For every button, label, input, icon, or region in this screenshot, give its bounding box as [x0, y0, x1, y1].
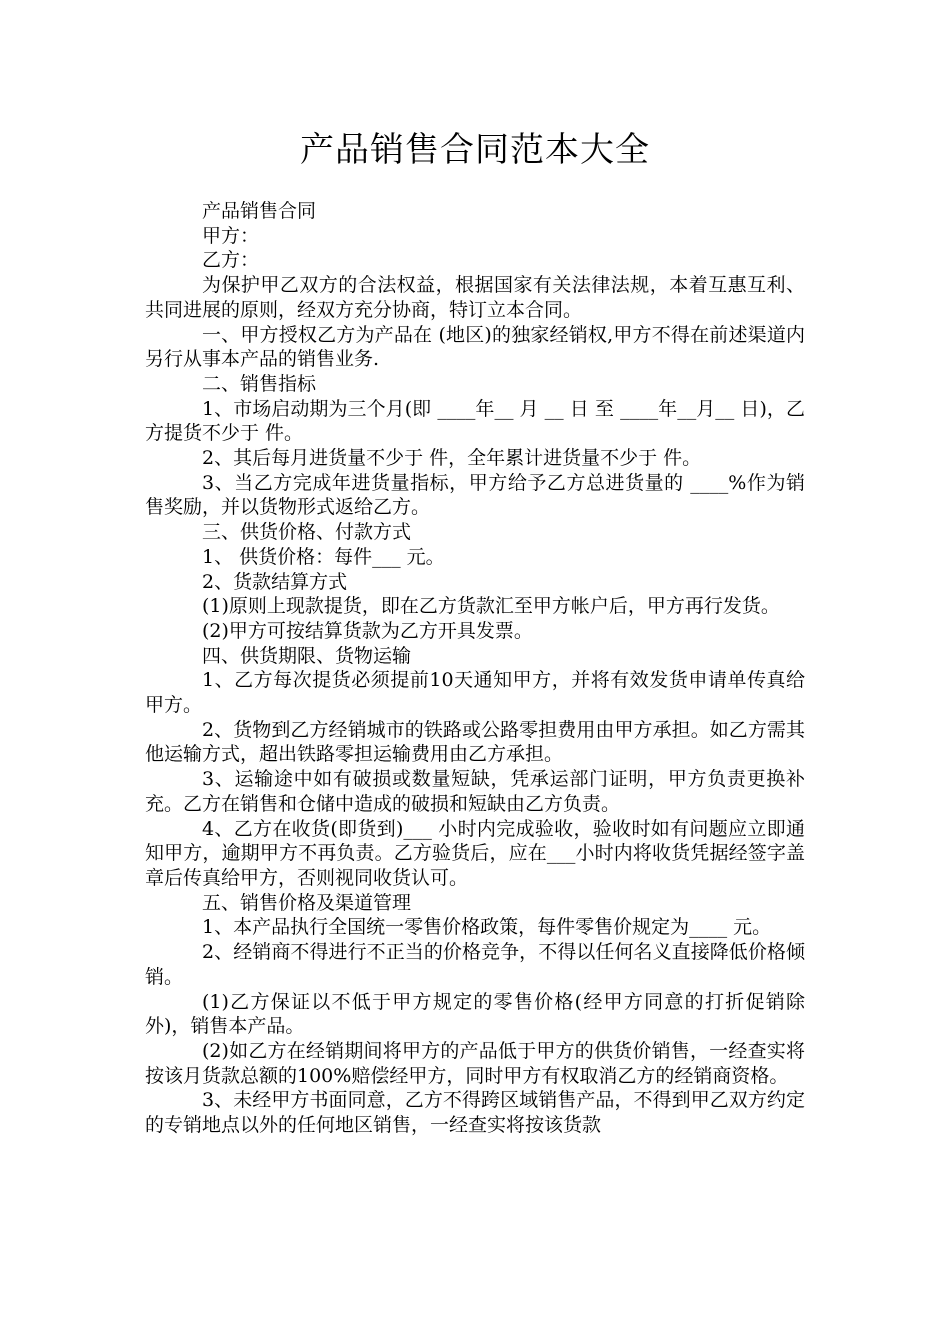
paragraph: 3、未经甲方书面同意，乙方不得跨区域销售产品，不得到甲乙双方约定的专销地点以外的任何地区销售，一经查实将按该货款 — [145, 1089, 805, 1137]
paragraph: 1、市场启动期为三个月(即 ____年__ 月 __ 日 至 ____年__月__ 日)，乙方提货不少于 件。 — [145, 397, 805, 445]
paragraph: 2、货物到乙方经销城市的铁路或公路零担费用由甲方承担。如乙方需其他运输方式，超出铁路零担运输费用由乙方承担。 — [145, 718, 805, 766]
paragraph: 一、甲方授权乙方为产品在 (地区)的独家经销权,甲方不得在前述渠道内另行从事本产品的销售业务. — [145, 323, 805, 371]
paragraph: 1、本产品执行全国统一零售价格政策，每件零售价规定为____ 元。 — [202, 916, 772, 939]
paragraph: 2、货款结算方式 — [202, 570, 348, 593]
paragraph: 产品销售合同 — [202, 200, 317, 222]
paragraph: 1、乙方每次提货必须提前10天通知甲方，并将有效发货申请单传真给甲方。 — [145, 669, 805, 717]
paragraph: 甲方： — [202, 224, 260, 247]
paragraph: 3、运输途中如有破损或数量短缺，凭承运部门证明，甲方负责更换补充。乙方在销售和仓储中造成的破损和短缺由乙方负责。 — [145, 768, 805, 815]
paragraph: (1)乙方保证以不低于甲方规定的零售价格(经甲方同意的打折促销除外)，销售本产品。 — [145, 990, 805, 1038]
paragraph: 2、其后每月进货量不少于 件，全年累计进货量不少于 件。 — [202, 447, 702, 470]
document-title: 产品销售合同范本大全 — [300, 130, 650, 170]
paragraph: 4、乙方在收货(即货到)___ 小时内完成验收，验收时如有问题应立即通知甲方，逾期甲方不再负责。乙方验货后，应在___小时内将收货凭据经签字盖章后传真给甲方，否则视同收货认可。 — [145, 817, 805, 889]
paragraph: 乙方： — [202, 249, 260, 272]
paragraph: (2)如乙方在经销期间将甲方的产品低于甲方的供货价销售，一经查实将按该月货款总额的100%赔偿经甲方，同时甲方有权取消乙方的经销商资格。 — [145, 1039, 805, 1087]
paragraph: 2、经销商不得进行不正当的价格竞争，不得以任何名义直接降低价格倾销。 — [145, 941, 805, 988]
paragraph: 1、 供货价格：每件___ 元。 — [202, 545, 445, 568]
document-body — [145, 199, 805, 1138]
paragraph: (2)甲方可按结算货款为乙方开具发票。 — [202, 619, 533, 642]
section-heading: 四、供货期限、货物运输 — [202, 644, 412, 667]
section-heading: 三、供货价格、付款方式 — [202, 521, 412, 544]
paragraph: 为保护甲乙双方的合法权益，根据国家有关法律法规，本着互惠互利、共同进展的原则，经双方充分协商，特订立本合同。 — [145, 274, 805, 321]
section-heading: 二、销售指标 — [202, 372, 317, 395]
paragraph: (1)原则上现款提货，即在乙方货款汇至甲方帐户后，甲方再行发货。 — [202, 595, 780, 618]
paragraph: 3、当乙方完成年进货量指标，甲方给予乙方总进货量的 ____%作为销售奖励，并以货物形式返给乙方。 — [145, 471, 805, 519]
section-heading: 五、销售价格及渠道管理 — [202, 891, 412, 914]
